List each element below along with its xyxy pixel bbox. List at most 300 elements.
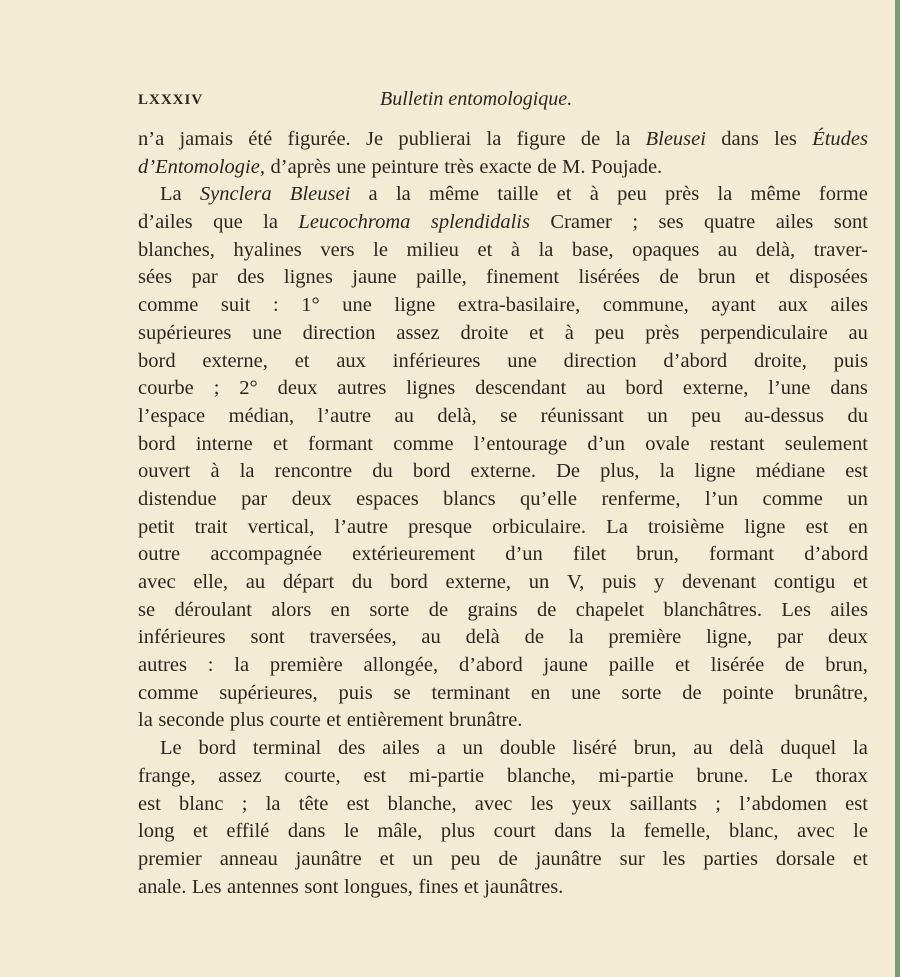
word: très: [444, 155, 474, 178]
word: ailes: [775, 211, 814, 234]
word: antennes: [227, 875, 299, 898]
word: lignes: [406, 377, 456, 400]
word: paille,: [416, 266, 467, 289]
text-line: [138, 458, 868, 486]
word: en: [530, 681, 551, 704]
text-line: [138, 486, 868, 514]
word: été: [248, 128, 273, 150]
word: interne: [195, 432, 253, 455]
word: avec: [797, 820, 835, 843]
word: médian,: [228, 404, 295, 427]
word: court: [493, 820, 536, 843]
text-line: [138, 237, 868, 265]
text-line: [138, 375, 868, 403]
word: brun,: [825, 654, 868, 677]
word: et: [675, 654, 690, 677]
text-line: [138, 292, 868, 320]
word: restant: [709, 432, 765, 455]
word: au: [394, 404, 414, 427]
word: devenant: [682, 571, 757, 593]
word: parties: [703, 847, 758, 870]
word: de: [682, 681, 702, 704]
word: externe.: [470, 460, 536, 483]
word: l’espace: [138, 404, 206, 427]
word: l’entourage: [473, 432, 568, 455]
word: au: [586, 377, 606, 400]
word: 1°: [301, 294, 320, 317]
word: est: [346, 792, 370, 815]
word: les: [774, 128, 797, 150]
word: se: [393, 681, 411, 704]
word: long: [138, 820, 175, 843]
word: et: [273, 432, 288, 455]
word: seconde: [158, 709, 225, 732]
word: d’abord: [663, 349, 728, 372]
word: externe,: [202, 349, 268, 372]
word: mi-partie: [598, 764, 674, 787]
word: base,: [571, 238, 614, 261]
word: et: [529, 321, 544, 344]
text-line: [138, 818, 868, 846]
word: dans: [830, 377, 868, 400]
text-line: [138, 569, 868, 597]
text-line: [138, 181, 868, 209]
word: orbiculaire.: [492, 515, 587, 538]
word: ses: [658, 211, 684, 234]
word: anale.: [138, 875, 187, 898]
word: dans: [287, 820, 326, 843]
word: bord: [390, 571, 428, 593]
word: à: [210, 460, 220, 483]
word: la: [486, 128, 502, 150]
word: inférieures: [138, 626, 226, 649]
word: :: [207, 654, 214, 677]
text-line: [138, 874, 868, 902]
body-text: [138, 126, 868, 901]
word: n’a: [138, 128, 165, 150]
word: la: [263, 211, 278, 234]
text-line: [138, 624, 868, 652]
page-folio: LXXXIV: [138, 92, 204, 108]
word: bord: [412, 460, 451, 483]
text-line: [138, 680, 868, 708]
word: lisérées: [578, 266, 640, 289]
word: ligne,: [706, 626, 753, 649]
word: V,: [567, 571, 585, 593]
word: à: [589, 183, 599, 206]
word: et: [556, 183, 572, 206]
word: jaune: [543, 654, 588, 677]
word: forme: [818, 183, 868, 206]
word: un: [412, 847, 433, 870]
text-line: [138, 514, 868, 542]
word: d’ailes: [138, 211, 193, 234]
word: formant: [709, 543, 775, 566]
word: la: [717, 183, 733, 206]
word: filet: [573, 543, 607, 566]
running-head: [138, 88, 738, 116]
word: au: [848, 321, 868, 344]
word: assez: [396, 321, 440, 344]
text-line: [138, 791, 868, 819]
word: l’une: [768, 377, 811, 400]
word: se: [138, 598, 156, 621]
word: blanche,: [387, 792, 457, 815]
word: milieu: [406, 238, 459, 261]
text-line: [138, 735, 868, 763]
page-edge-strip: [895, 0, 900, 977]
word: entièrement: [346, 709, 444, 732]
word: lignes: [283, 266, 333, 289]
word: et: [379, 847, 395, 870]
word: duquel: [780, 737, 837, 760]
word: à: [564, 321, 574, 344]
word: les: [530, 792, 554, 815]
word: assez: [218, 764, 262, 787]
word: vers: [320, 238, 355, 261]
word: jaunâtre: [535, 847, 602, 870]
word: droite: [460, 321, 509, 344]
word: yeux: [571, 792, 612, 815]
word: plus: [229, 709, 265, 732]
word: le: [853, 820, 868, 843]
italic-word: Bleusei: [645, 128, 706, 150]
word: tête: [298, 792, 329, 815]
word: traversées,: [309, 626, 397, 649]
word: au: [693, 737, 713, 760]
word: la: [138, 709, 153, 732]
word: rencontre: [274, 460, 353, 483]
word: finement: [486, 266, 560, 289]
word: :: [273, 294, 279, 317]
word: la: [234, 654, 250, 677]
word: puis: [833, 349, 868, 372]
word: a: [436, 737, 446, 760]
word: accompagnée: [210, 543, 322, 566]
word: supérieures: [138, 321, 232, 344]
word: double: [499, 737, 556, 760]
word: brun,: [636, 543, 679, 566]
word: y: [654, 571, 665, 593]
word: au: [717, 238, 738, 261]
word: comme: [138, 294, 199, 317]
word: Je: [365, 128, 384, 150]
word: elle,: [193, 571, 229, 593]
italic-word: Bleusei: [289, 183, 351, 206]
word: par: [241, 487, 268, 510]
word: deux: [828, 626, 868, 649]
word: le: [343, 820, 359, 843]
word: descendant: [475, 377, 567, 400]
word: première: [269, 654, 343, 677]
word: courte,: [284, 764, 341, 787]
text-line: [138, 541, 868, 569]
word: 2°: [239, 377, 258, 400]
word: supérieures,: [219, 681, 318, 704]
word: direction: [302, 321, 376, 344]
word: bord: [198, 737, 237, 760]
word: seulement: [784, 432, 868, 455]
text-line: [138, 264, 868, 292]
text-line: [138, 431, 868, 459]
word: bord: [138, 432, 176, 455]
word: une: [571, 681, 601, 704]
word: et: [853, 847, 868, 870]
text-line: [138, 126, 868, 154]
word: opaques: [632, 238, 700, 261]
word: par: [191, 266, 218, 289]
word: commune,: [602, 294, 689, 317]
word: peu: [450, 847, 481, 870]
word: est: [138, 792, 161, 815]
word: sont: [250, 626, 285, 649]
word: sorte: [621, 681, 662, 704]
word: et: [853, 571, 868, 593]
word: trait: [194, 515, 228, 538]
word: ;: [241, 792, 248, 815]
word: traver-: [813, 238, 868, 261]
word: de: [537, 598, 557, 621]
word: d’un: [505, 543, 543, 566]
word: exacte: [479, 155, 532, 178]
word: et: [294, 349, 310, 372]
word: courbe: [138, 377, 194, 400]
text-line: [138, 763, 868, 791]
word: départ: [282, 571, 335, 593]
word: delà,: [437, 404, 477, 427]
word: ouvert: [138, 460, 191, 483]
word: comme: [393, 432, 454, 455]
word: un: [847, 487, 868, 510]
word: ailes: [830, 294, 868, 317]
word: ;: [715, 792, 721, 815]
word: droite,: [753, 349, 807, 372]
word: delà: [465, 626, 500, 649]
word: l’abdomen: [739, 792, 827, 815]
text-line: [138, 320, 868, 348]
word: la: [568, 626, 584, 649]
word: alors: [271, 598, 312, 621]
word: Les: [191, 875, 222, 898]
word: du: [351, 571, 373, 593]
word: sées: [138, 266, 173, 289]
word: sont: [304, 875, 339, 898]
word: Le: [771, 764, 793, 787]
word: brunâtre.: [449, 709, 523, 732]
word: ayant: [711, 294, 756, 317]
word: déroulant: [174, 598, 252, 621]
word: des: [237, 266, 265, 289]
word: comme: [138, 681, 199, 704]
word: se: [500, 404, 518, 427]
word: hyalines: [233, 238, 302, 261]
word: direction: [563, 349, 637, 372]
word: taille: [497, 183, 539, 206]
word: première: [608, 626, 682, 649]
word: Le: [160, 737, 182, 760]
word: Les: [781, 598, 811, 621]
word: par: [777, 626, 804, 649]
word: même: [750, 183, 801, 206]
word: peinture: [371, 155, 439, 178]
word: liséré: [572, 737, 617, 760]
word: terminal: [252, 737, 322, 760]
word: De: [556, 460, 580, 483]
word: blanchâtres.: [663, 598, 762, 621]
word: effilé: [226, 820, 270, 843]
word: distendue: [138, 487, 217, 510]
word: pointe: [722, 681, 774, 704]
word: la: [265, 792, 281, 815]
word: jaune: [352, 266, 397, 289]
word: avec: [474, 792, 513, 815]
word: ;: [632, 211, 639, 234]
word: dans: [554, 820, 592, 843]
word: près: [665, 183, 700, 206]
word: d’abord: [804, 543, 868, 566]
word: qu’elle: [520, 487, 577, 510]
word: une: [342, 294, 372, 317]
word: du: [372, 460, 393, 483]
word: ;: [213, 377, 220, 400]
word: anneau: [219, 847, 278, 870]
word: la: [538, 238, 554, 261]
word: et: [755, 266, 770, 289]
text-line: [138, 348, 868, 376]
word: suit: [220, 294, 251, 317]
italic-word: Leucochroma: [298, 211, 411, 234]
word: et: [463, 875, 479, 898]
word: frange,: [138, 764, 196, 787]
word: ailes: [382, 737, 420, 760]
word: blanc: [179, 792, 224, 815]
word: une: [336, 155, 366, 178]
word: blanches,: [138, 238, 215, 261]
word: peu: [617, 183, 647, 206]
word: sont: [833, 211, 868, 234]
word: de: [537, 155, 557, 178]
word: plus,: [600, 460, 640, 483]
word: jamais: [179, 128, 233, 150]
word: longues,: [344, 875, 413, 898]
word: mi-partie: [409, 764, 485, 787]
word: dans: [721, 128, 759, 150]
word: est: [363, 764, 387, 787]
word: les: [662, 847, 686, 870]
word: est: [845, 460, 868, 483]
word: brunâtre,: [794, 681, 868, 704]
word: peu: [691, 404, 721, 427]
word: est: [805, 515, 829, 538]
word: publierai: [398, 128, 472, 150]
word: fines: [418, 875, 459, 898]
word: l’autre: [317, 404, 372, 427]
word: figurée.: [287, 128, 351, 150]
word: de: [785, 654, 805, 677]
text-line: [138, 209, 868, 237]
word: dorsale: [775, 847, 836, 870]
word: même: [429, 183, 480, 206]
word: la: [239, 460, 255, 483]
word: est: [845, 792, 868, 815]
word: vertical,: [247, 515, 315, 538]
word: que: [213, 211, 243, 234]
word: ailes: [830, 598, 868, 621]
italic-word: d’Entomologie,: [138, 155, 265, 178]
word: thorax: [815, 764, 868, 787]
word: sorte: [369, 598, 410, 621]
word: presque: [408, 515, 472, 538]
word: blanc,: [728, 820, 779, 843]
text-line: [138, 846, 868, 874]
word: la: [395, 183, 411, 206]
word: ligne: [694, 460, 736, 483]
word: inférieures: [392, 349, 481, 372]
word: troisième: [647, 515, 725, 538]
word: et: [193, 820, 208, 843]
word: externe,: [445, 571, 511, 593]
word: blanche,: [506, 764, 576, 787]
word: puis: [602, 571, 637, 593]
word: delà: [729, 737, 764, 760]
word: formant: [308, 432, 373, 455]
word: M.: [562, 155, 586, 178]
word: allongée,: [363, 654, 439, 677]
word: renferme,: [601, 487, 681, 510]
word: du: [847, 404, 868, 427]
word: premier: [138, 847, 202, 870]
word: d’abord: [458, 654, 523, 677]
word: jaunâtre: [295, 847, 362, 870]
word: la: [659, 460, 675, 483]
word: bord: [138, 349, 176, 372]
word: quatre: [704, 211, 756, 234]
word: des: [338, 737, 366, 760]
word: en: [848, 515, 868, 538]
word: brun,: [633, 737, 677, 760]
word: d’après: [270, 155, 331, 178]
word: la: [615, 128, 631, 150]
word: de: [524, 626, 544, 649]
word: courte: [269, 709, 321, 732]
word: l’autre: [334, 515, 389, 538]
italic-word: splendidalis: [430, 211, 530, 234]
word: un: [528, 571, 550, 593]
word: à: [510, 238, 520, 261]
word: aux: [336, 349, 366, 372]
word: La: [606, 515, 628, 538]
journal-title: Bulletin entomologique.: [380, 88, 573, 110]
word: extra-basilaire,: [457, 294, 581, 317]
word: externe,: [682, 377, 749, 400]
word: une: [252, 321, 282, 344]
word: paille: [608, 654, 655, 677]
word: jaunâtres.: [484, 875, 564, 898]
word: un: [462, 737, 483, 760]
word: de: [580, 128, 601, 150]
word: peu: [594, 321, 625, 344]
text-line: [138, 403, 868, 431]
word: médiane: [755, 460, 826, 483]
word: ovale: [645, 432, 690, 455]
word: réunissant: [540, 404, 624, 427]
word: le: [373, 238, 388, 261]
word: La: [160, 183, 182, 206]
text-line: [138, 597, 868, 625]
word: brun: [698, 266, 736, 289]
word: au-dessus: [744, 404, 825, 427]
word: saillants: [629, 792, 697, 815]
